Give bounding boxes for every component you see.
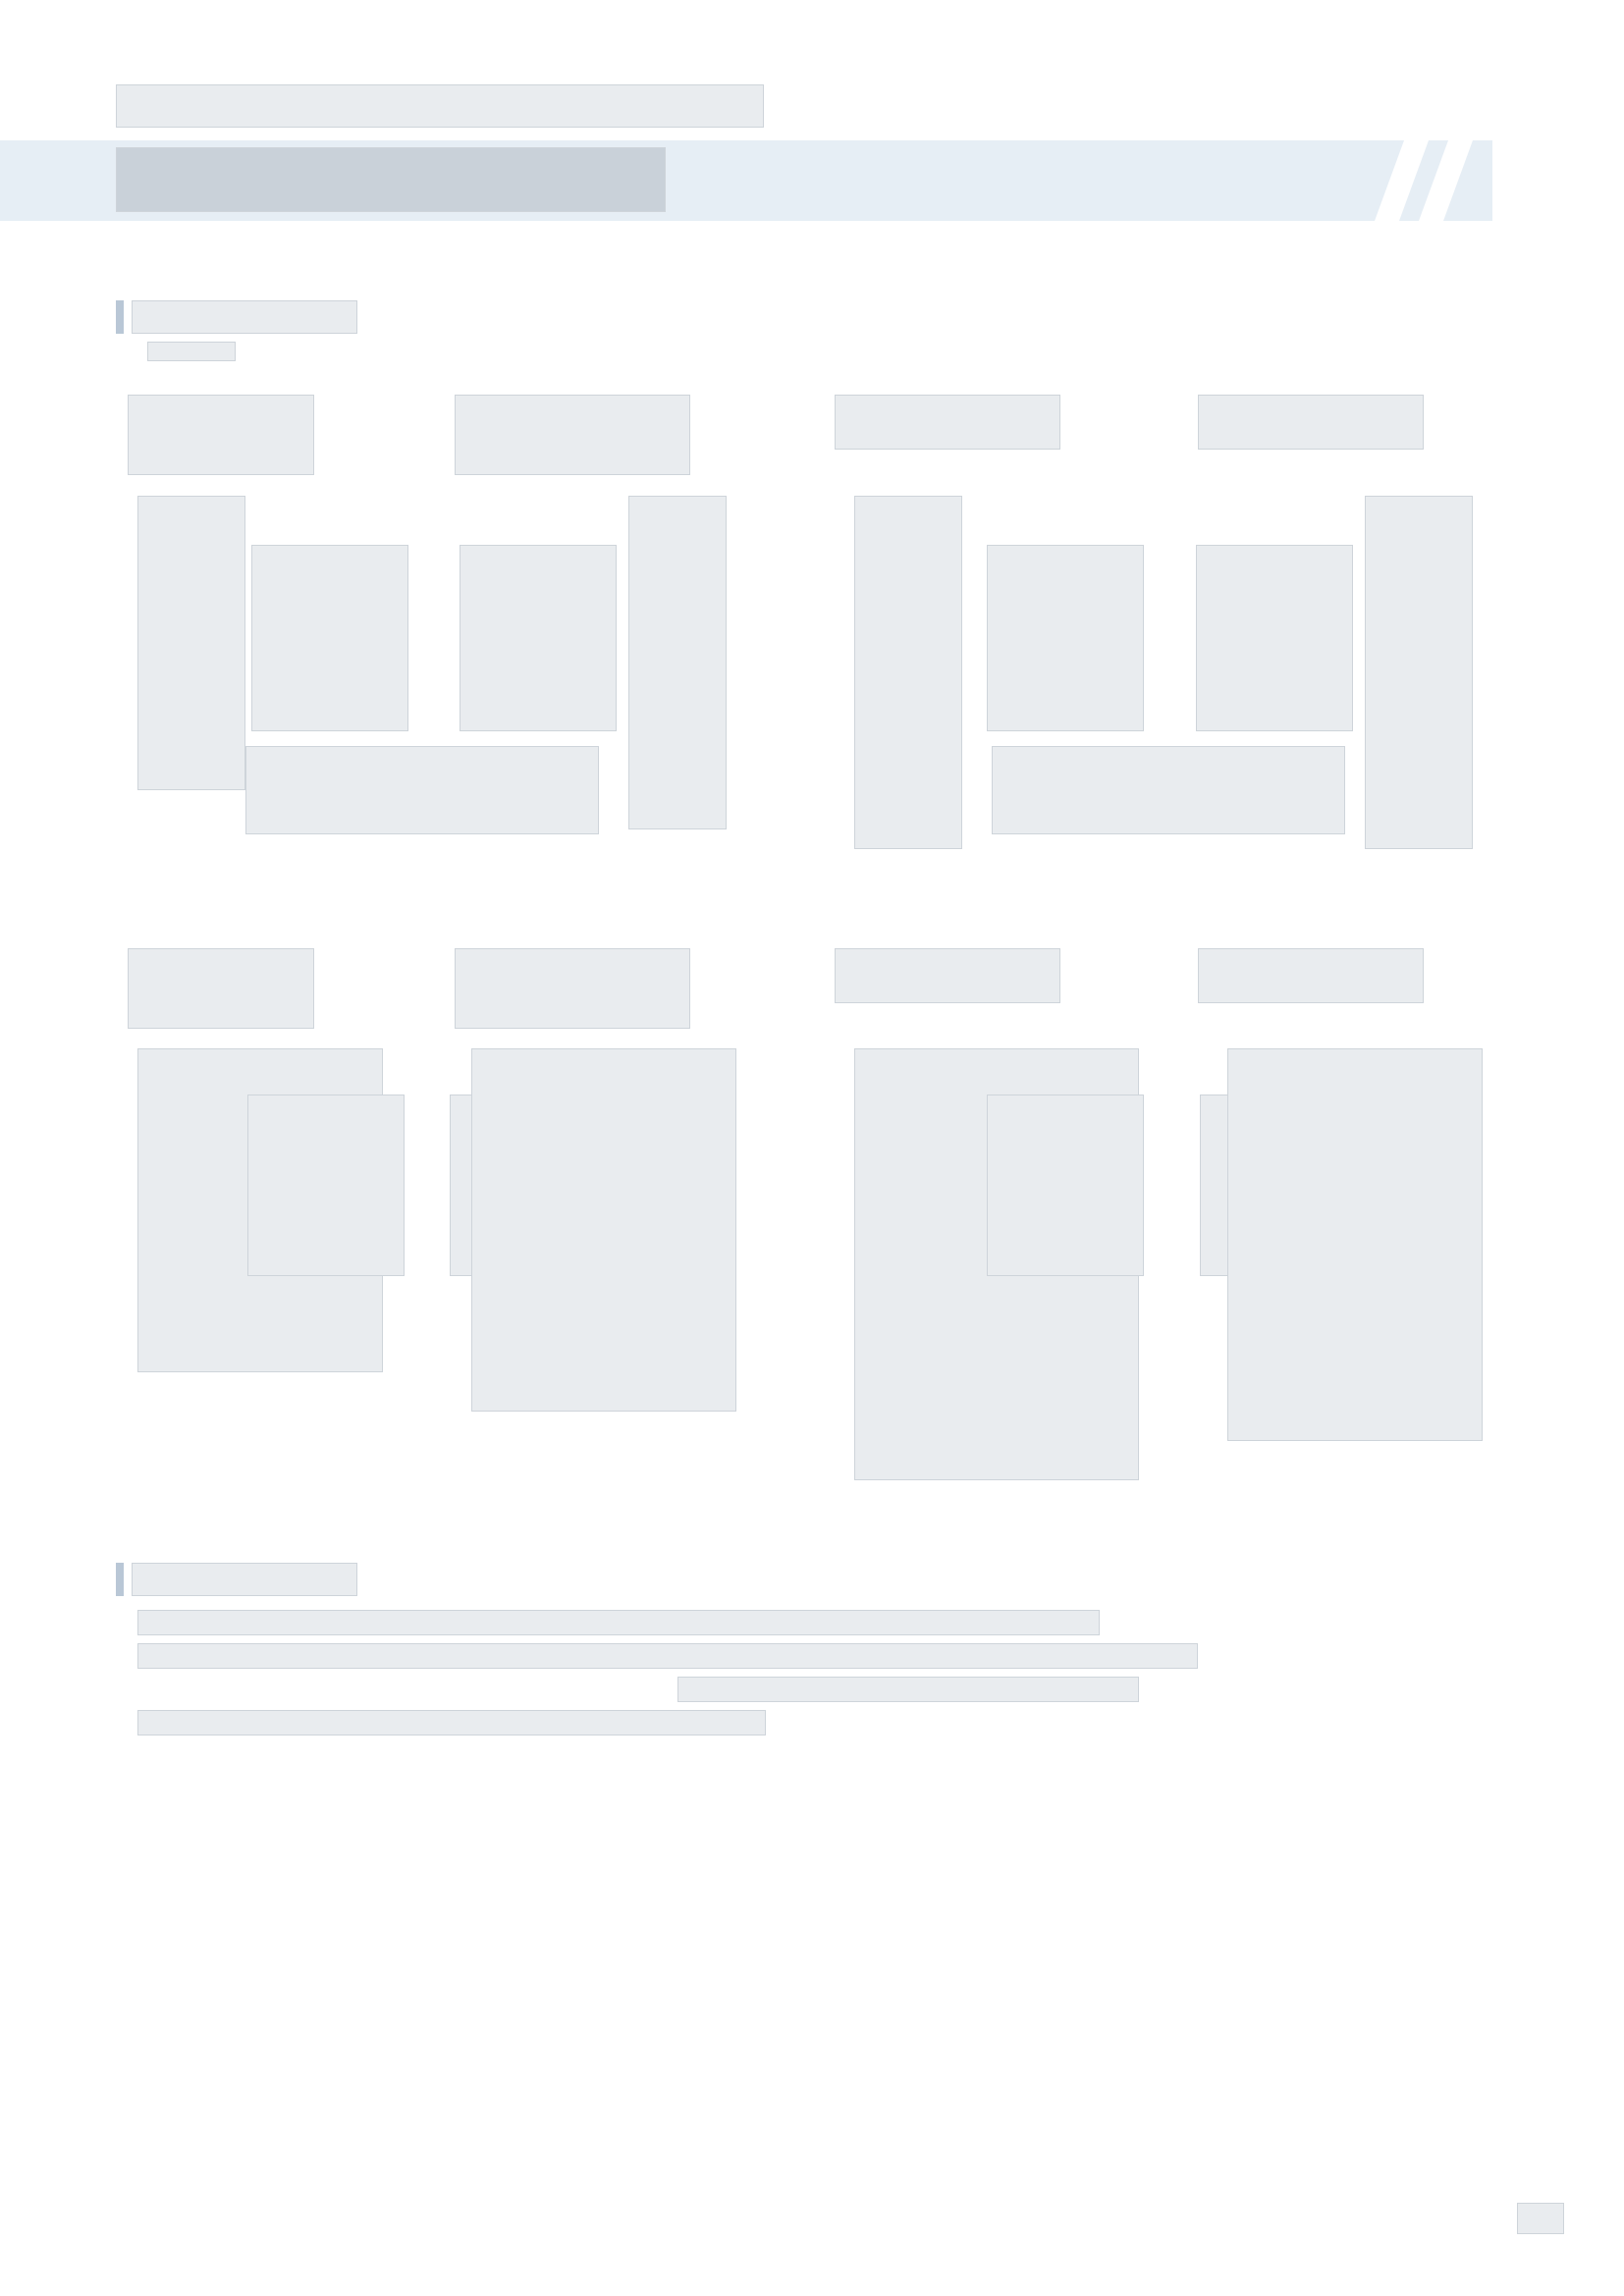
variant-group-1-placeholder (128, 395, 314, 475)
drawing-row2-b-placeholder (471, 1048, 736, 1412)
wiring-item-2-continuation-placeholder (677, 1677, 1139, 1702)
layer-table-2-placeholder (460, 545, 617, 731)
technical-diagram-heading-placeholder (132, 300, 357, 334)
technical-diagram-heading-marker (116, 300, 124, 334)
header-subtitle-placeholder (116, 84, 764, 128)
header-logo-mark (1335, 140, 1492, 221)
header-title-placeholder (116, 147, 666, 212)
variant-group-4-placeholder (1198, 395, 1424, 450)
variant-group-8-placeholder (1198, 948, 1424, 1003)
drawing-row2-d-placeholder (1227, 1048, 1483, 1441)
drawing-row1-c-placeholder (854, 496, 962, 849)
wiring-item-2-placeholder (137, 1643, 1198, 1669)
layer-table-4-placeholder (1196, 545, 1353, 731)
drawing-row1-d-placeholder (1365, 496, 1473, 849)
variant-group-2-placeholder (455, 395, 690, 475)
drawing-row1-b-placeholder (628, 496, 727, 829)
wiring-heading-placeholder (132, 1563, 357, 1596)
wiring-item-1-placeholder (137, 1610, 1100, 1635)
variant-group-5-placeholder (128, 948, 314, 1029)
wiring-item-3-placeholder (137, 1710, 766, 1735)
layer-table-3-placeholder (987, 545, 1144, 731)
variant-group-7-placeholder (835, 948, 1060, 1003)
variant-group-6-placeholder (455, 948, 690, 1029)
mounting-detail-2-placeholder (992, 746, 1345, 834)
wiring-heading-marker (116, 1563, 124, 1596)
page-number-placeholder (1517, 2203, 1564, 2234)
layer-table-5-placeholder (247, 1095, 405, 1276)
units-note-placeholder (147, 342, 236, 361)
drawing-row1-a-placeholder (137, 496, 245, 790)
variant-group-3-placeholder (835, 395, 1060, 450)
layer-table-1-placeholder (251, 545, 408, 731)
mounting-detail-1-placeholder (245, 746, 599, 834)
layer-table-7-placeholder (987, 1095, 1144, 1276)
